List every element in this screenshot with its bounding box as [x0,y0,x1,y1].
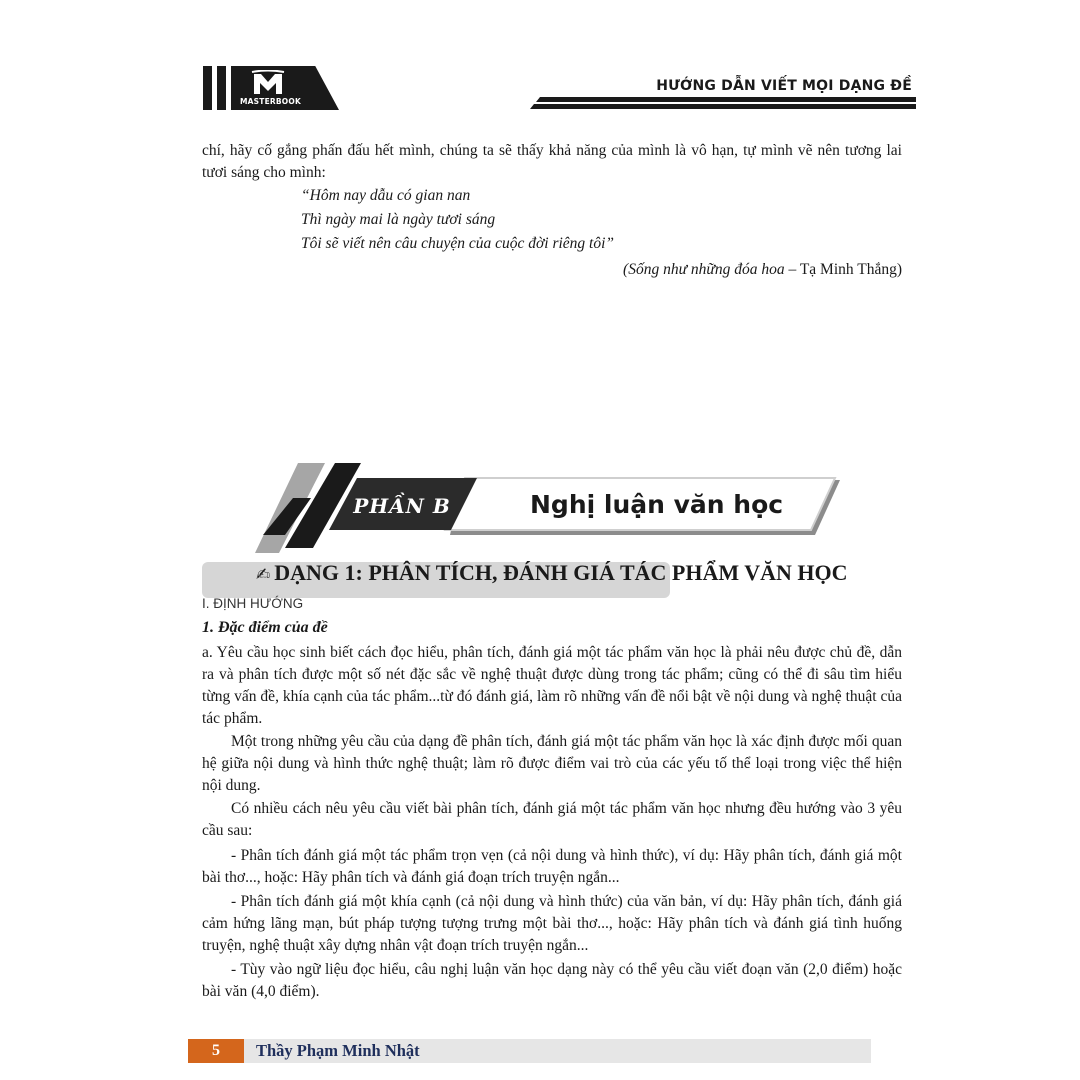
header-rule [530,97,916,109]
feature-heading: 1. Đặc điểm của đề [202,619,328,636]
body-paragraph: - Phân tích đánh giá một tác phẩm trọn vẹn (cả nội dung và hình thức), ví dụ: Hãy phân tích, đánh giá một bài thơ..., hoặc: Hãy phân tích và đánh giá đoạn trích truyện ngắn... [202,847,902,886]
intro-paragraph: chí, hãy cố gắng phấn đấu hết mình, chúng ta sẽ thấy khả năng của mình là vô hạn, tự mình vẽ nên tương lai tươi sáng cho mình: [202,142,902,181]
page-number: 5 [188,1039,244,1063]
poem-line: Thì ngày mai là ngày tươi sáng [301,211,496,228]
body-paragraph: a. Yêu cầu học sinh biết cách đọc hiểu, phân tích, đánh giá một tác phẩm văn học là phải nêu được chủ đề, dẫn ra và phân tích được một số nét đặc sắc về nghệ thuật được dùng trong tác phẩm; cũng có thể đi sâu tìm hiểu từng vấn đề, khía cạnh của tác phẩm...từ đó đánh giá, làm rõ những vấn đề nổi bật về nội dung và nghệ thuật của tác phẩm. [202,644,902,727]
source-author: – Tạ Minh Thắng) [784,261,902,278]
part-title: Nghị luận văn học [530,490,784,519]
body-paragraph: - Tùy vào ngữ liệu đọc hiểu, câu nghị luận văn học dạng này có thể yêu cầu viết đoạn văn (2,0 điểm) hoặc bài văn (4,0 điểm). [202,961,902,1000]
source-title: (Sống như những đóa hoa [623,261,785,278]
poem-line: Tôi sẽ viết nên câu chuyện của cuộc đời riêng tôi” [301,235,615,252]
poem-line: “Hôm nay dẫu có gian nan [301,187,471,204]
part-banner [255,460,845,555]
form-title [256,560,848,586]
orientation-heading: I. ĐỊNH HƯỚNG [202,596,304,611]
part-label: PHẦN B [353,494,451,518]
poem-source [623,259,902,281]
logo-bar [203,66,212,110]
logo-bar [217,66,226,110]
logo-brand-text: MASTERBOOK [240,97,301,106]
body-paragraph: Một trong những yêu cầu của dạng đề phân tích, đánh giá một tác phẩm văn học là xác định được mối quan hệ giữa nội dung và hình thức nghệ thuật; làm rõ được điểm vai trò của các yếu tố thể loại trong việc thể hiện nội dung. [202,733,902,794]
book-m-icon [251,70,285,96]
author-name: Thầy Phạm Minh Nhật [256,1041,420,1060]
body-paragraph: Có nhiều cách nêu yêu cầu viết bài phân tích, đánh giá một tác phẩm văn học nhưng đều hướng vào 3 yêu cầu sau: [202,800,902,839]
masterbook-logo [203,66,339,110]
page-footer [188,1039,871,1063]
pen-icon: ✍ [256,565,271,585]
form-title-text: DẠNG 1: PHÂN TÍCH, ĐÁNH GIÁ TÁC PHẨM VĂN HỌC [274,560,848,585]
header-title: HƯỚNG DẪN VIẾT MỌI DẠNG ĐỀ [656,78,912,94]
body-paragraph: - Phân tích đánh giá một khía cạnh (cả nội dung và hình thức) của văn bản, ví dụ: Hãy phân tích, đánh giá cảm hứng lãng mạn, bút pháp tượng tượng trưng một bài thơ..., hoặc: Hãy phân tích và đánh giá tình huống truyện, nghệ thuật xây dựng nhân vật đoạn trích truyện ngắn... [202,893,902,954]
